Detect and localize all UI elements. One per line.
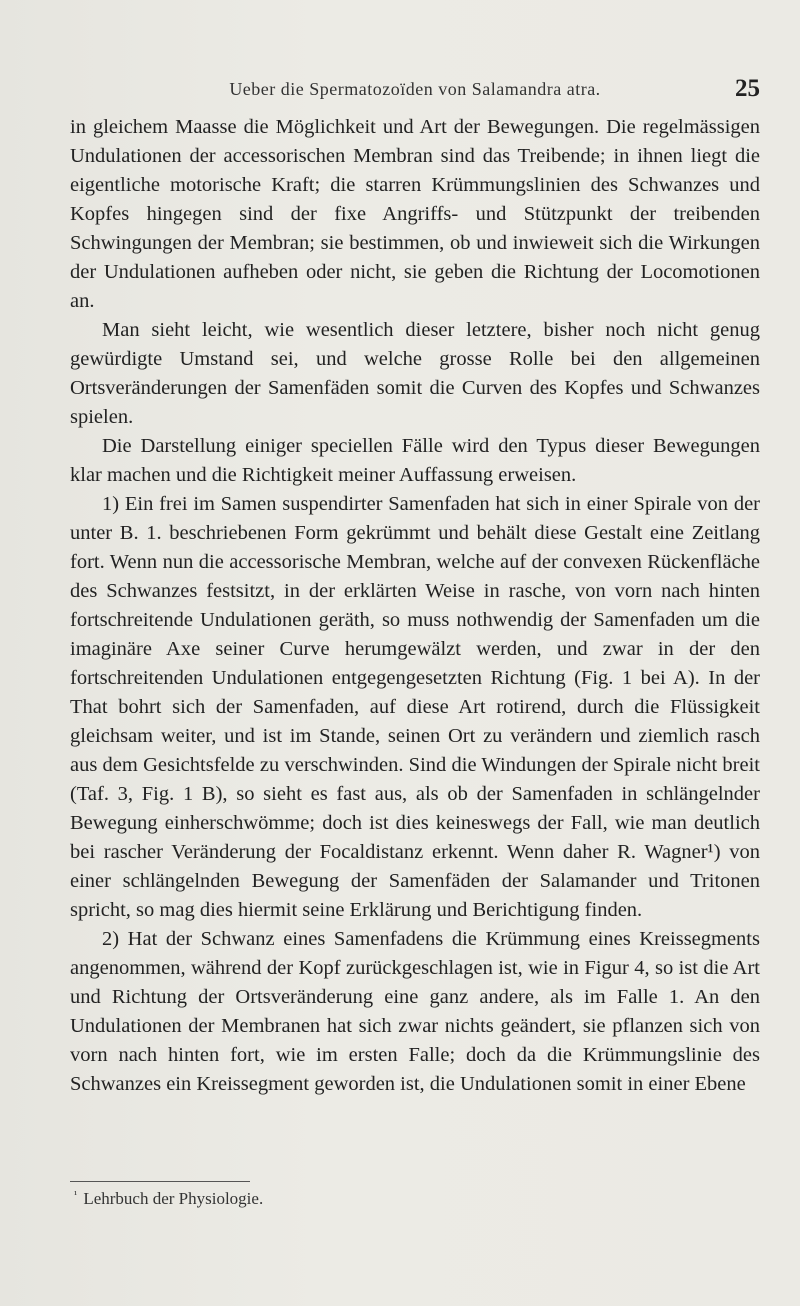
body-text — [70, 113, 760, 1099]
page-header — [70, 75, 760, 105]
paragraph-special-cases: Die Darstellung einiger speciellen Fälle wird den Typus dieser Bewegungen klar machen und die Richtigkeit meiner Auffassung erweisen. — [70, 435, 760, 486]
footnote-text: Lehrbuch der Physiologie. — [83, 1189, 264, 1208]
footnote-divider — [70, 1181, 250, 1182]
paragraph-case-1: 1) Ein frei im Samen suspendirter Samenfaden hat sich in einer Spirale von der unter B. 1. beschriebenen Form gekrümmt und behält diese Gestalt eine Zeitlang fort. Wenn nun die accessorische Membran, welche auf der convexen Rückenfläche des Schwanzes festsitzt, in der erklärten Weise in rasche, von vorn nach hinten fortschreitende Undulationen geräth, so muss nothwendig der Samenfaden um die imaginäre Axe seiner Curve herumgewälzt werden, und zwar in der den fortschreitenden Undulationen entgegengesetzten Richtung (Fig. 1 bei A). In der That bohrt sich der Samenfaden, auf diese Art rotirend, durch die Flüssigkeit gleichsam weiter, und ist im Stande, seinen Ort zu verändern und ziemlich rasch aus dem Gesichtsfelde zu verschwinden. Sind die Windungen der Spirale nicht breit (Taf. 3, Fig. 1 B), so sieht es fast aus, als ob der Samenfaden in schlängelnder Bewegung einherschwömme; doch ist dies keineswegs der Fall, wie man deutlich bei rascher Veränderung der Focaldistanz erkennt. Wenn daher R. Wagner¹) von einer schlängelnden Bewegung der Samenfäden der Salamander und Tritonen spricht, so mag dies hiermit seine Erklärung und Berichtigung finden. — [70, 493, 760, 921]
paragraph-continued: in gleichem Maasse die Möglichkeit und Art der Bewegungen. Die regelmässigen Undulationen der accessorischen Membran sind das Treibende; in ihnen liegt die eigentliche motorische Kraft; die starren Krümmungslinien des Schwanzes und Kopfes hingegen sind der fixe Angriffs- und Stützpunkt der treibenden Schwingungen der Membran; sie bestimmen, ob und inwieweit sich die Wirkungen der Undulationen aufheben oder nicht, sie geben die Richtung der Locomotionen an. — [70, 116, 760, 312]
paragraph-curves: Man sieht leicht, wie wesentlich dieser letztere, bisher noch nicht genug gewürdigte Umstand sei, und welche grosse Rolle bei den allgemeinen Ortsveränderungen der Samenfäden somit die Curven des Kopfes und Schwanzes spielen. — [70, 319, 760, 428]
page-number: 25 — [735, 75, 760, 102]
footnote — [74, 1184, 754, 1210]
footnote-marker: ¹ — [74, 1189, 78, 1201]
running-head: Ueber die Spermatozoïden von Salamandra atra. — [229, 79, 601, 99]
paragraph-case-2: 2) Hat der Schwanz eines Samenfadens die Krümmung eines Kreissegments angenommen, während der Kopf zurückgeschlagen ist, wie in Figur 4, so ist die Art und Richtung der Ortsveränderung eine ganz andere, als im Falle 1. An den Undulationen der Membranen hat sich zwar nichts geändert, sie pflanzen sich von vorn nach hinten fort, wie im ersten Falle; doch da die Krümmungslinie des Schwanzes ein Kreissegment geworden ist, die Undulationen somit in einer Ebene — [70, 928, 760, 1095]
